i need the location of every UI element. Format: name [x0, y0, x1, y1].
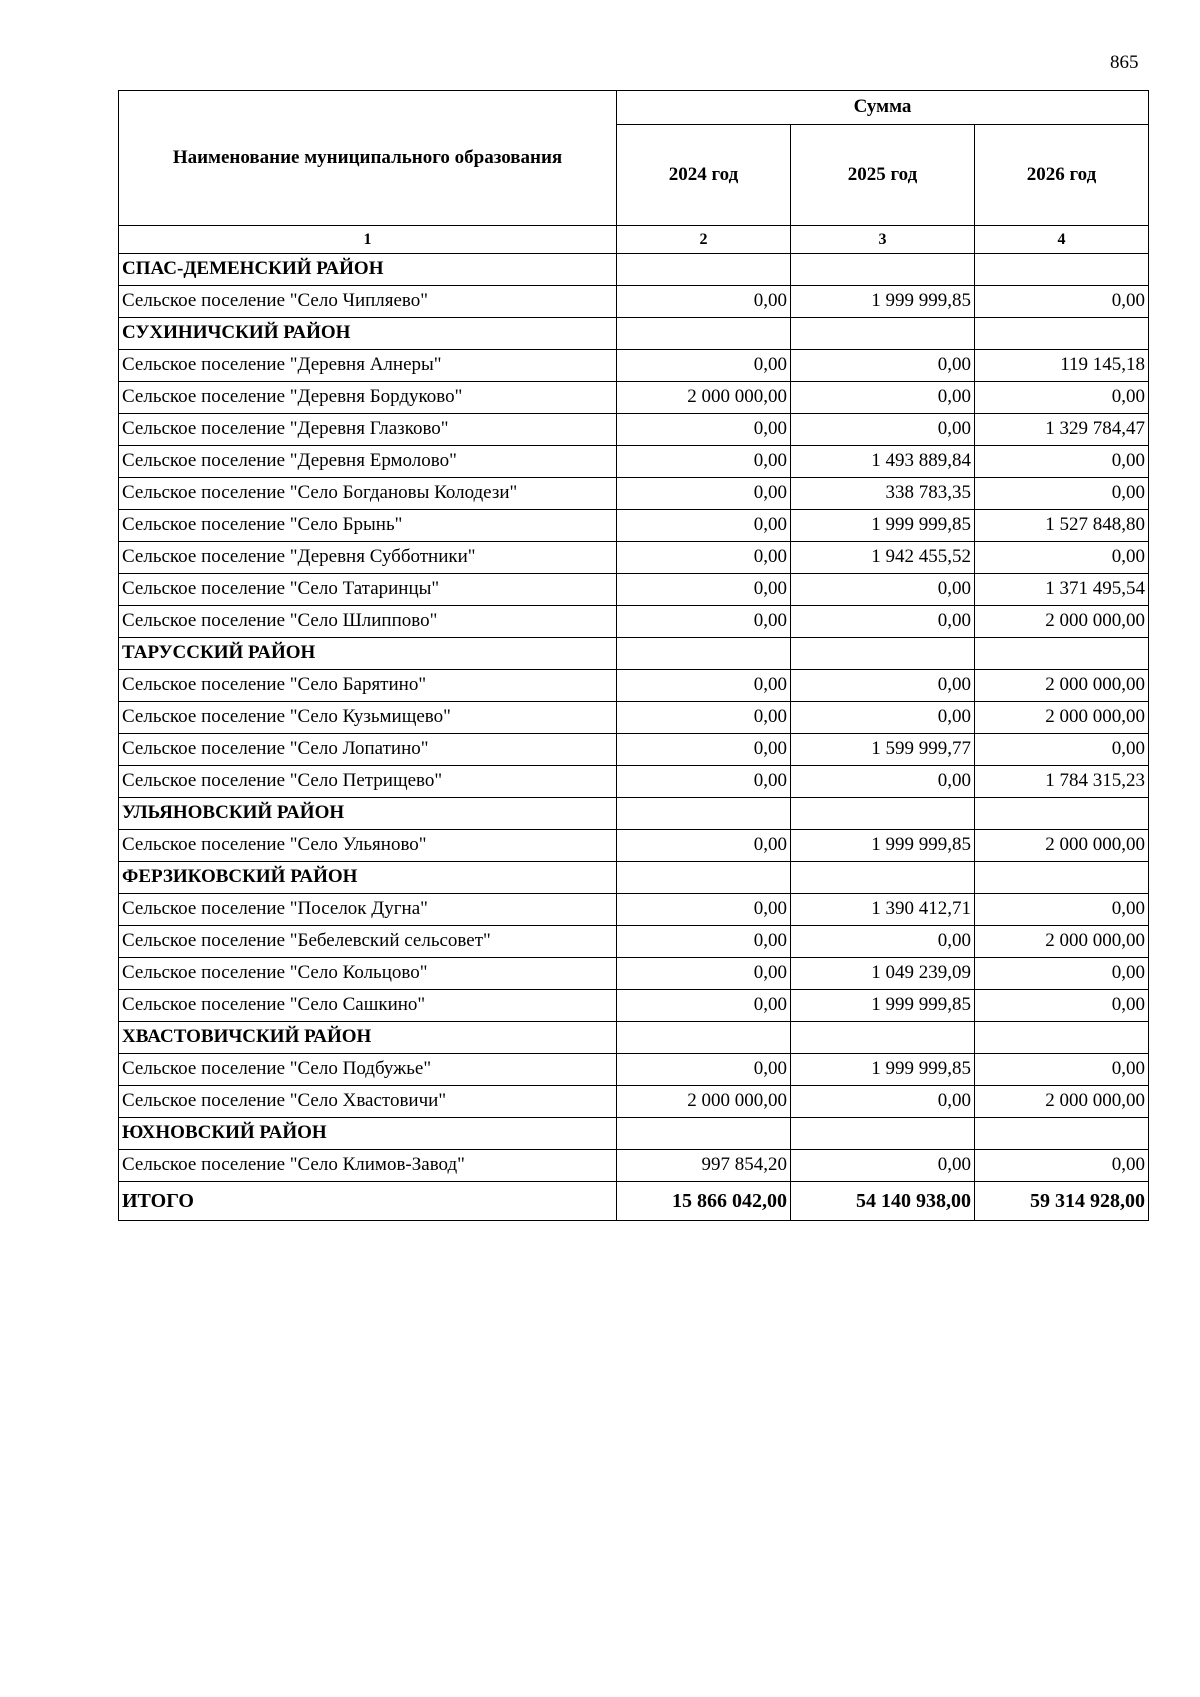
- amount-2025: 1 390 412,71: [791, 894, 975, 926]
- district-name: ЮХНОВСКИЙ РАЙОН: [119, 1118, 617, 1150]
- empty-cell: [975, 798, 1149, 830]
- settlement-name: Сельское поселение "Поселок Дугна": [119, 894, 617, 926]
- column-index: 4: [975, 226, 1149, 254]
- settlement-name: Сельское поселение "Бебелевский сельсовет": [119, 926, 617, 958]
- district-name: ТАРУССКИЙ РАЙОН: [119, 638, 617, 670]
- amount-2024: 0,00: [617, 478, 791, 510]
- amount-2025: 1 999 999,85: [791, 510, 975, 542]
- amount-2026: 119 145,18: [975, 350, 1149, 382]
- header-name-column: Наименование муниципального образования: [119, 91, 617, 226]
- amount-2024: 0,00: [617, 1054, 791, 1086]
- district-name: УЛЬЯНОВСКИЙ РАЙОН: [119, 798, 617, 830]
- amount-2026: 0,00: [975, 958, 1149, 990]
- table-row: [119, 606, 1149, 638]
- settlement-name: Сельское поселение "Деревня Глазково": [119, 414, 617, 446]
- amount-2024: 0,00: [617, 286, 791, 318]
- empty-cell: [617, 798, 791, 830]
- column-index: 1: [119, 226, 617, 254]
- settlement-name: Сельское поселение "Село Сашкино": [119, 990, 617, 1022]
- empty-cell: [617, 638, 791, 670]
- amount-2026: 2 000 000,00: [975, 926, 1149, 958]
- column-index: 2: [617, 226, 791, 254]
- amount-2025: 0,00: [791, 926, 975, 958]
- amount-2024: 0,00: [617, 894, 791, 926]
- table-row: [119, 286, 1149, 318]
- table-row: [119, 830, 1149, 862]
- empty-cell: [975, 1118, 1149, 1150]
- empty-cell: [791, 638, 975, 670]
- settlement-name: Сельское поселение "Село Кольцово": [119, 958, 617, 990]
- amount-2025: 1 999 999,85: [791, 1054, 975, 1086]
- amount-2026: 0,00: [975, 1150, 1149, 1182]
- amount-2024: 0,00: [617, 350, 791, 382]
- empty-cell: [617, 318, 791, 350]
- amount-2024: 0,00: [617, 734, 791, 766]
- settlement-name: Сельское поселение "Село Татаринцы": [119, 574, 617, 606]
- amount-2026: 2 000 000,00: [975, 670, 1149, 702]
- amount-2025: 0,00: [791, 414, 975, 446]
- column-index: 3: [791, 226, 975, 254]
- table-row: [119, 446, 1149, 478]
- amount-2026: 1 527 848,80: [975, 510, 1149, 542]
- district-name: СПАС-ДЕМЕНСКИЙ РАЙОН: [119, 254, 617, 286]
- district-row: [119, 638, 1149, 670]
- district-name: ФЕРЗИКОВСКИЙ РАЙОН: [119, 862, 617, 894]
- amount-2025: 1 493 889,84: [791, 446, 975, 478]
- table-row: [119, 510, 1149, 542]
- empty-cell: [791, 254, 975, 286]
- table-row: [119, 702, 1149, 734]
- amount-2026: 2 000 000,00: [975, 1086, 1149, 1118]
- header-year-2024: 2024 год: [617, 125, 791, 226]
- amount-2024: 0,00: [617, 414, 791, 446]
- district-row: [119, 318, 1149, 350]
- amount-2026: 0,00: [975, 734, 1149, 766]
- empty-cell: [975, 638, 1149, 670]
- empty-cell: [791, 1118, 975, 1150]
- settlement-name: Сельское поселение "Село Лопатино": [119, 734, 617, 766]
- empty-cell: [617, 1022, 791, 1054]
- amount-2024: 0,00: [617, 670, 791, 702]
- settlement-name: Сельское поселение "Село Петрищево": [119, 766, 617, 798]
- amount-2025: 0,00: [791, 766, 975, 798]
- amount-2026: 2 000 000,00: [975, 830, 1149, 862]
- amount-2025: 0,00: [791, 702, 975, 734]
- header-sum: Сумма: [617, 91, 1149, 125]
- table-row: [119, 382, 1149, 414]
- settlement-name: Сельское поселение "Село Кузьмищево": [119, 702, 617, 734]
- amount-2025: 338 783,35: [791, 478, 975, 510]
- amount-2025: 0,00: [791, 1086, 975, 1118]
- amount-2026: 1 371 495,54: [975, 574, 1149, 606]
- amount-2025: 1 049 239,09: [791, 958, 975, 990]
- district-row: [119, 798, 1149, 830]
- amount-2024: 0,00: [617, 510, 791, 542]
- total-2025: 54 140 938,00: [791, 1182, 975, 1221]
- total-row: [119, 1182, 1149, 1221]
- amount-2025: 0,00: [791, 382, 975, 414]
- settlement-name: Сельское поселение "Село Подбужье": [119, 1054, 617, 1086]
- amount-2024: 0,00: [617, 542, 791, 574]
- amount-2024: 0,00: [617, 446, 791, 478]
- amount-2025: 1 599 999,77: [791, 734, 975, 766]
- table-header: [119, 91, 1149, 254]
- settlement-name: Сельское поселение "Село Брынь": [119, 510, 617, 542]
- amount-2024: 0,00: [617, 606, 791, 638]
- empty-cell: [975, 254, 1149, 286]
- settlement-name: Сельское поселение "Деревня Алнеры": [119, 350, 617, 382]
- amount-2024: 997 854,20: [617, 1150, 791, 1182]
- amount-2024: 2 000 000,00: [617, 1086, 791, 1118]
- empty-cell: [617, 254, 791, 286]
- empty-cell: [791, 798, 975, 830]
- settlement-name: Сельское поселение "Село Барятино": [119, 670, 617, 702]
- amount-2026: 0,00: [975, 478, 1149, 510]
- amount-2025: 1 999 999,85: [791, 830, 975, 862]
- amount-2026: 0,00: [975, 382, 1149, 414]
- settlement-name: Сельское поселение "Деревня Субботники": [119, 542, 617, 574]
- amount-2025: 0,00: [791, 606, 975, 638]
- empty-cell: [975, 862, 1149, 894]
- table-row: [119, 478, 1149, 510]
- table-row: [119, 670, 1149, 702]
- district-row: [119, 1022, 1149, 1054]
- settlement-name: Сельское поселение "Село Чипляево": [119, 286, 617, 318]
- settlement-name: Сельское поселение "Деревня Бордуково": [119, 382, 617, 414]
- settlement-name: Сельское поселение "Деревня Ермолово": [119, 446, 617, 478]
- total-2026: 59 314 928,00: [975, 1182, 1149, 1221]
- district-row: [119, 254, 1149, 286]
- settlement-name: Сельское поселение "Село Богдановы Колодези": [119, 478, 617, 510]
- empty-cell: [791, 318, 975, 350]
- amount-2024: 0,00: [617, 702, 791, 734]
- amount-2026: 0,00: [975, 990, 1149, 1022]
- amount-2025: 1 999 999,85: [791, 990, 975, 1022]
- amount-2026: 0,00: [975, 1054, 1149, 1086]
- amount-2024: 0,00: [617, 990, 791, 1022]
- total-2024: 15 866 042,00: [617, 1182, 791, 1221]
- empty-cell: [975, 1022, 1149, 1054]
- table-row: [119, 958, 1149, 990]
- district-name: СУХИНИЧСКИЙ РАЙОН: [119, 318, 617, 350]
- amount-2025: 1 942 455,52: [791, 542, 975, 574]
- amount-2025: 0,00: [791, 350, 975, 382]
- header-year-2026: 2026 год: [975, 125, 1149, 226]
- table-row: [119, 766, 1149, 798]
- amount-2024: 0,00: [617, 958, 791, 990]
- budget-table: [118, 90, 1149, 1221]
- amount-2025: 0,00: [791, 1150, 975, 1182]
- amount-2026: 2 000 000,00: [975, 606, 1149, 638]
- amount-2026: 0,00: [975, 446, 1149, 478]
- amount-2026: 2 000 000,00: [975, 702, 1149, 734]
- amount-2026: 1 784 315,23: [975, 766, 1149, 798]
- table-row: [119, 1150, 1149, 1182]
- table-row: [119, 542, 1149, 574]
- empty-cell: [975, 318, 1149, 350]
- district-name: ХВАСТОВИЧСКИЙ РАЙОН: [119, 1022, 617, 1054]
- table-row: [119, 574, 1149, 606]
- amount-2026: 0,00: [975, 286, 1149, 318]
- amount-2024: 0,00: [617, 926, 791, 958]
- amount-2025: 1 999 999,85: [791, 286, 975, 318]
- amount-2025: 0,00: [791, 574, 975, 606]
- table-body: [119, 254, 1149, 1182]
- empty-cell: [791, 1022, 975, 1054]
- table-row: [119, 734, 1149, 766]
- amount-2024: 2 000 000,00: [617, 382, 791, 414]
- header-year-2025: 2025 год: [791, 125, 975, 226]
- settlement-name: Сельское поселение "Село Шлиппово": [119, 606, 617, 638]
- table-row: [119, 894, 1149, 926]
- table-row: [119, 414, 1149, 446]
- page-number: 865: [1110, 52, 1139, 73]
- empty-cell: [791, 862, 975, 894]
- amount-2024: 0,00: [617, 766, 791, 798]
- settlement-name: Сельское поселение "Село Ульяново": [119, 830, 617, 862]
- amount-2025: 0,00: [791, 670, 975, 702]
- settlement-name: Сельское поселение "Село Климов-Завод": [119, 1150, 617, 1182]
- empty-cell: [617, 862, 791, 894]
- table-row: [119, 1054, 1149, 1086]
- table-row: [119, 990, 1149, 1022]
- district-row: [119, 862, 1149, 894]
- district-row: [119, 1118, 1149, 1150]
- amount-2024: 0,00: [617, 574, 791, 606]
- empty-cell: [617, 1118, 791, 1150]
- amount-2024: 0,00: [617, 830, 791, 862]
- amount-2026: 0,00: [975, 894, 1149, 926]
- table-row: [119, 926, 1149, 958]
- table-row: [119, 350, 1149, 382]
- settlement-name: Сельское поселение "Село Хвастовичи": [119, 1086, 617, 1118]
- amount-2026: 1 329 784,47: [975, 414, 1149, 446]
- table-row: [119, 1086, 1149, 1118]
- total-label: ИТОГО: [119, 1182, 617, 1221]
- amount-2026: 0,00: [975, 542, 1149, 574]
